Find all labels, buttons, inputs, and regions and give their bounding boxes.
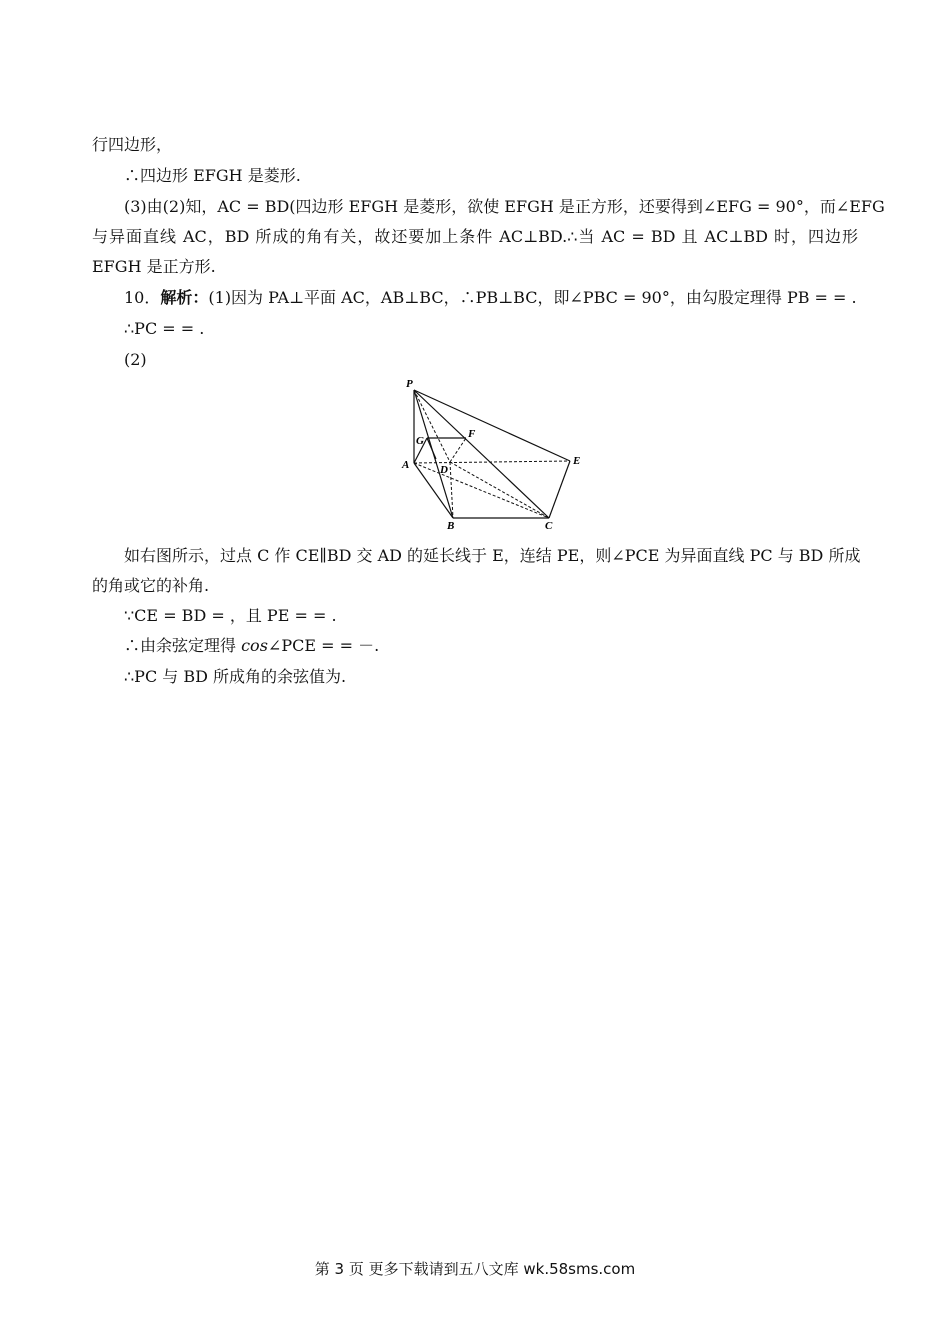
label-f: F bbox=[468, 428, 476, 440]
analysis-label: 解析： bbox=[160, 288, 209, 307]
text-line-5: EFGH 是正方形. bbox=[92, 257, 216, 276]
text-line-7: ∴PC = = . bbox=[124, 319, 205, 338]
text-line-8: (2) bbox=[124, 350, 147, 369]
text-line-9: 如右图所示，过点 C 作 CE∥BD 交 AD 的延长线于 E，连结 PE，则∠PCE 为异面直线 PC 与 BD 所成 bbox=[124, 546, 861, 565]
segment-g-side bbox=[427, 438, 436, 459]
text-line-13: ∴PC 与 BD 所成角的余弦值为. bbox=[124, 667, 347, 686]
label-c: C bbox=[545, 520, 553, 532]
edge-ae-dashed bbox=[414, 461, 570, 463]
segment-df-dashed bbox=[450, 438, 466, 462]
edge-pd-dashed bbox=[414, 390, 450, 462]
label-g: G bbox=[416, 435, 424, 447]
text-line-3: (3)由(2)知，AC = BD(四边形 EFGH 是菱形，欲使 EFGH 是正方形，还要得到∠EFG = 90°，而∠EFG bbox=[124, 197, 885, 216]
label-e: E bbox=[573, 455, 581, 467]
cosine-law-suffix: ∠PCE = = －. bbox=[267, 636, 380, 655]
text-line-2: ∴四边形 EFGH 是菱形. bbox=[124, 166, 301, 185]
label-a: A bbox=[402, 459, 410, 471]
edge-ce bbox=[549, 461, 570, 518]
label-b: B bbox=[447, 520, 455, 532]
page-footer: 第 3 页 更多下载请到五八文库 wk.58sms.com bbox=[314, 1260, 636, 1278]
edge-pe bbox=[414, 390, 570, 461]
cosine-law-prefix: ∴由余弦定理得 bbox=[124, 636, 242, 655]
text-line-6 bbox=[124, 287, 857, 309]
text-line-11: ∵CE = BD = ，且 PE = = . bbox=[124, 606, 337, 625]
text-line-1: 行四边形， bbox=[92, 135, 173, 154]
problem-number: 10． bbox=[124, 288, 161, 307]
analysis-text: (1)因为 PA⊥平面 AC，AB⊥BC，∴PB⊥BC，即∠PBC = 90°，由勾股定理得 PB = = . bbox=[208, 288, 857, 307]
label-p: P bbox=[406, 378, 413, 390]
geometry-figure bbox=[398, 374, 588, 534]
label-d: D bbox=[440, 464, 448, 476]
text-line-4: 与异面直线 AC，BD 所成的角有关，故还要加上条件 AC⊥BD.∴当 AC = BD 且 AC⊥BD 时，四边形 bbox=[92, 227, 858, 246]
text-line-10: 的角或它的补角. bbox=[92, 576, 210, 595]
edge-ac-dashed bbox=[414, 463, 549, 518]
text-line-12 bbox=[124, 635, 379, 657]
cos-function: cos bbox=[241, 636, 268, 655]
